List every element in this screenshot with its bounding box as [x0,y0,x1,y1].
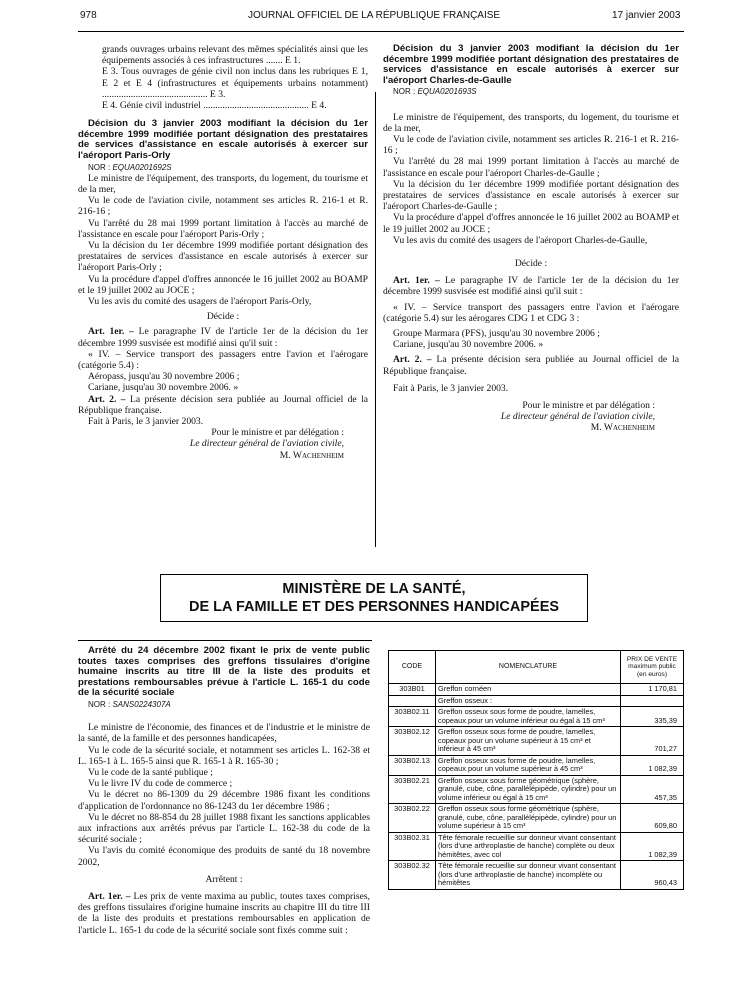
orly-sig3: M. Wachenheim [279,449,344,461]
arrete-para-4: Vu le décret no 86-1309 du 29 décembre 1986 fixant les conditions d'application de l'ordonnance no 86-1243 du 1er décembre 1986 ; [78,789,370,812]
left-column [78,44,368,461]
decision-cdg-nor: NOR : EQUA0201693S [393,87,477,97]
orly-art2: Art. 2. – La présente décision sera publiée au Journal officiel de la République française. [78,393,368,416]
cdg-sig1: Pour le ministre et par délégation : [522,400,655,412]
rubric-intro: grands ouvrages urbains relevant des mêmes spécialités ainsi que les équipements associés à ces infrastructures ....... E 1. [102,44,368,67]
cdg-sig3: M. Wachenheim [590,422,655,434]
decision-orly-title: Décision du 3 janvier 2003 modifiant la décision du 1er décembre 1999 modifiée portant désignation des prestataires de services d'assistance en escale autorisés à exercer sur l'aéroport Paris-Orly [78,118,368,161]
table-row: 303B02.11 Greffon osseux sous forme de poudre, lamelles, copeaux pour un volume inférieur ou égal à 15 cm³ 335,39 [389,707,684,727]
cdg-sig2: Le directeur général de l'aviation civile, [500,411,655,423]
col-nomenclature-header: NOMENCLATURE [436,651,621,684]
arrete-title: Arrêté du 24 décembre 2002 fixant le prix de vente public toutes taxes comprises des greffons tissulaires d'origine humaine inscrits au titre III de la liste des produits et prestations remboursables prévue à l'article L. 165-1 du code de la sécurité sociale [78,645,370,699]
price-table [388,650,684,890]
orly-quote2: Aéropass, jusqu'au 30 novembre 2006 ; [88,371,240,383]
orly-sig1: Pour le ministre et par délégation : [211,427,344,439]
ministry-heading [160,574,588,622]
page-number: 978 [80,10,97,21]
table-row: 303B02.13 Greffon osseux sous forme de poudre, lamelles, copeaux pour un volume supérieur à 45 cm³ 1 082,39 [389,755,684,775]
table-row: Greffon osseux : [389,695,684,707]
header-date: 17 janvier 2003 [612,10,681,21]
table-row: 303B02.32 Tête fémorale recueillie sur donneur vivant consentant (lors d'une arthroplastie de hanche) incomplète ou hémitêtes 960,43 [389,861,684,890]
orly-quote3: Cariane, jusqu'au 30 novembre 2006. » [88,382,239,394]
orly-para-2: Vu l'arrêté du 28 mai 1999 portant limitation à l'accès au marché de l'assistance en escale pour l'aéroport Paris-Orly ; [78,217,368,240]
orly-quote1: « IV. – Service transport des passagers entre l'avion et l'aérogare (catégorie 5.4) : [78,348,368,372]
orly-sig2: Le directeur général de l'aviation civile, [189,438,344,450]
decision-cdg-title: Décision du 3 janvier 2003 modifiant la décision du 1er décembre 1999 modifiée portant désignation des prestataires de services d'assistance en escale autorisés à exercer sur l'aéroport Charles-de-Gaulle [383,43,679,86]
ministry-line2: DE LA FAMILLE ET DES PERSONNES HANDICAPÉES [188,599,560,615]
cdg-para-0: Le ministre de l'équipement, des transports, du logement, du tourisme et de la mer, [383,111,679,134]
cdg-para-2: Vu l'arrêté du 28 mai 1999 portant limitation à l'accès au marché de l'assistance en escale pour l'aéroport Charles-de-Gaulle ; [383,156,679,179]
arrete-para-2: Vu le code de la santé publique ; [88,766,213,778]
cdg-art2: Art. 2. – La présente décision sera publiée au Journal officiel de la République française. [383,354,679,377]
arrete-column [78,646,370,936]
arrete-art1: Art. 1er. – Les prix de vente maxima au public, toutes taxes comprises, des greffons tissulaires d'origine humaine inscrits au chapitre III du titre III de la liste des produits et prestations remboursables en application de l'article L. 165-1 du code de la sécurité sociale sont fixés comme suit : [78,891,370,936]
table-row: 303B02.22 Greffon osseux sous forme géométrique (sphère, granulé, cube, cône, parallélépipède, cylindre) pour un volume supérieur à 15 cm³ 609,80 [389,804,684,833]
cdg-para-4: Vu la procédure d'appel d'offres annoncée le 16 juillet 2002 au BOAMP et le 19 juillet 2002 au JOCE ; [383,212,679,235]
arrete-para-3: Vu le livre IV du code de commerce ; [88,778,233,790]
col-price-header: PRIX DE VENTE maximum public (en euros) [621,651,684,684]
col-code-header: CODE [389,651,436,684]
table-row: 303B02.12 Greffon osseux sous forme de poudre, lamelles, copeaux pour un volume supérieur à 15 cm³ et inférieur à 45 cm³ 701,27 [389,727,684,756]
cdg-quote1: « IV. – Service transport des passagers entre l'avion et l'aérogare (catégorie 5.4) sur les aérogares CDG 1 et CDG 3 : [383,301,679,324]
rubric-e4: E 4. Génie civil industriel ............................................ E 4. [102,100,327,112]
cdg-quote2: Groupe Marmara (PFS), jusqu'au 30 novembre 2006 ; [393,328,600,340]
table-row: 303B02.31 Tête fémorale recueillie sur donneur vivant consentant (lors d'une arthroplastie de hanche) complète ou deux hémitêtes, avec col 1 082,39 [389,832,684,861]
rubric-list [78,44,368,111]
arrete-para-1: Vu le code de la sécurité sociale, et notamment ses articles L. 162-38 et L. 165-1 à L. 165-5 ainsi que R. 165-1 à R. 165-30 ; [78,744,370,767]
orly-para-3: Vu la décision du 1er décembre 1999 modifiée portant désignation des prestataires de services d'assistance en escale autorisés à exercer sur l'aéroport Paris-Orly ; [78,240,368,274]
arrete-para-5: Vu le décret no 88-854 du 28 juillet 1988 fixant les sanctions applicables aux infractions aux arrêtés prévus par l'article L. 162-38 du code de la sécurité sociale ; [78,811,370,846]
arrete-para-6: Vu l'avis du comité économique des produits de santé du 18 novembre 2002, [78,845,370,868]
arrete-arretent: Arrêtent : [205,873,243,885]
cdg-para-1: Vu le code de l'aviation civile, notamment ses articles R. 216-1 et R. 216-16 ; [383,133,679,157]
cdg-para-3: Vu la décision du 1er décembre 1999 modifiée portant désignation des prestataires de services d'assistance en escale autorisés à exercer sur l'aéroport Charles-de-Gaulle ; [383,178,679,213]
arrete-para-0: Le ministre de l'économie, des finances et de l'industrie et le ministre de la santé, de la famille et des personnes handicapées, [78,722,370,745]
column-divider [375,92,376,547]
orly-done: Fait à Paris, le 3 janvier 2003. [88,416,204,428]
cdg-para-5: Vu les avis du comité des usagers de l'aéroport Charles-de-Gaulle, [393,234,648,246]
orly-decide: Décide : [206,311,240,323]
table-header-row [389,651,684,684]
cdg-quote3: Cariane, jusqu'au 30 novembre 2006. » [393,339,544,351]
orly-para-5: Vu les avis du comité des usagers de l'aéroport Paris-Orly, [88,296,312,308]
rubric-e3: E 3. Tous ouvrages de génie civil non inclus dans les rubriques E 1, E 2 et E 4 (infrastructures et équipements urbains notamment) ............................................ E 3. [102,66,368,100]
cdg-decide: Décide : [514,258,548,270]
table-row: 303B01 Greffon cornéen 1 170,81 [389,684,684,696]
ministry-line1: MINISTÈRE DE LA SANTÉ, [282,581,466,597]
journal-title: JOURNAL OFFICIEL DE LA RÉPUBLIQUE FRANÇAISE [248,10,501,21]
decision-orly-nor: NOR : EQUA0201692S [88,162,172,172]
page-header [0,10,748,28]
orly-para-4: Vu la procédure d'appel d'offres annoncée le 16 juillet 2002 au BOAMP et le 19 juillet 2002 au JOCE ; [78,273,368,296]
orly-art1: Art. 1er. – Le paragraphe IV de l'article 1er de la décision du 1er décembre 1999 susvisée est modifié ainsi qu'il suit : [78,326,368,349]
header-rule [78,31,684,32]
arrete-nor: NOR : SANS0224307A [88,699,171,709]
cdg-done: Fait à Paris, le 3 janvier 2003. [393,382,509,394]
cdg-art1: Art. 1er. – Le paragraphe IV de l'article 1er de la décision du 1er décembre 1999 susvisée est modifié ainsi qu'il suit : [383,275,679,298]
right-column [383,44,679,434]
section-rule [78,640,372,641]
orly-para-0: Le ministre de l'équipement, des transports, du logement, du tourisme et de la mer, [78,172,368,195]
orly-para-1: Vu le code de l'aviation civile, notamment ses articles R. 216-1 et R. 216-16 ; [78,195,368,218]
table-row: 303B02.21 Greffon osseux sous forme géométrique (sphère, granulé, cube, cône, parallélépipède, cylindre) pour un volume inférieur ou égal à 15 cm³ 457,35 [389,775,684,804]
